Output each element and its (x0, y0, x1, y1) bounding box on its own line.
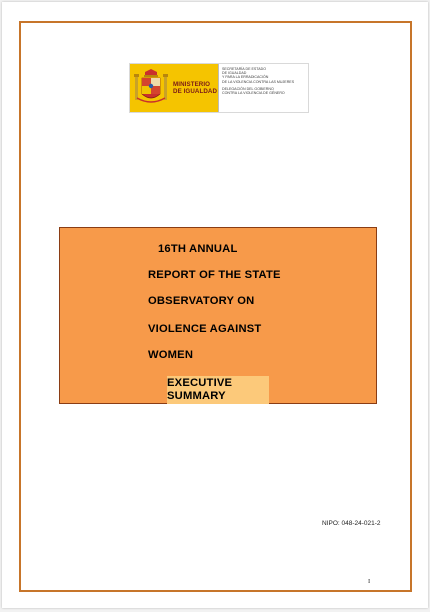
ministry-name-line1: MINISTERIO (173, 81, 211, 88)
title-line: REPORT OF THE STATE (148, 269, 281, 281)
title-line: 16TH ANNUAL (158, 243, 238, 255)
secretariat-line: DE IGUALDAD (222, 71, 247, 76)
spanish-coat-of-arms-icon (133, 68, 169, 108)
title-line: WOMEN (148, 349, 194, 361)
nipo-code: NIPO: 048-24-021-2 (322, 520, 381, 527)
ministry-subunits-text (218, 64, 308, 112)
secretariat-line: SECRETARÍA DE ESTADO (222, 67, 266, 71)
title-line: VIOLENCE AGAINST (148, 323, 262, 335)
ministry-name-line2: DE IGUALDAD (173, 88, 218, 95)
summary-line: EXECUTIVE (167, 377, 233, 389)
ministry-logo-yellow-panel (130, 64, 218, 112)
delegation-line: CONTRA LA VIOLENCIA DE GÉNERO (222, 91, 285, 96)
ministry-logo (129, 63, 309, 113)
summary-line: SUMMARY (167, 390, 226, 402)
delegation-line: DELEGACIÓN DEL GOBIERNO (222, 86, 274, 91)
page-number: I (368, 578, 371, 585)
executive-summary-label (167, 376, 269, 404)
report-title-box (59, 227, 377, 404)
document-page (2, 2, 428, 608)
secretariat-line: Y PARA LA ERRADICACIÓN (222, 75, 269, 80)
ministry-name (173, 81, 217, 95)
title-line: OBSERVATORY ON (148, 295, 255, 307)
secretariat-line: DE LA VIOLENCIA CONTRA LAS MUJERES (222, 79, 295, 84)
